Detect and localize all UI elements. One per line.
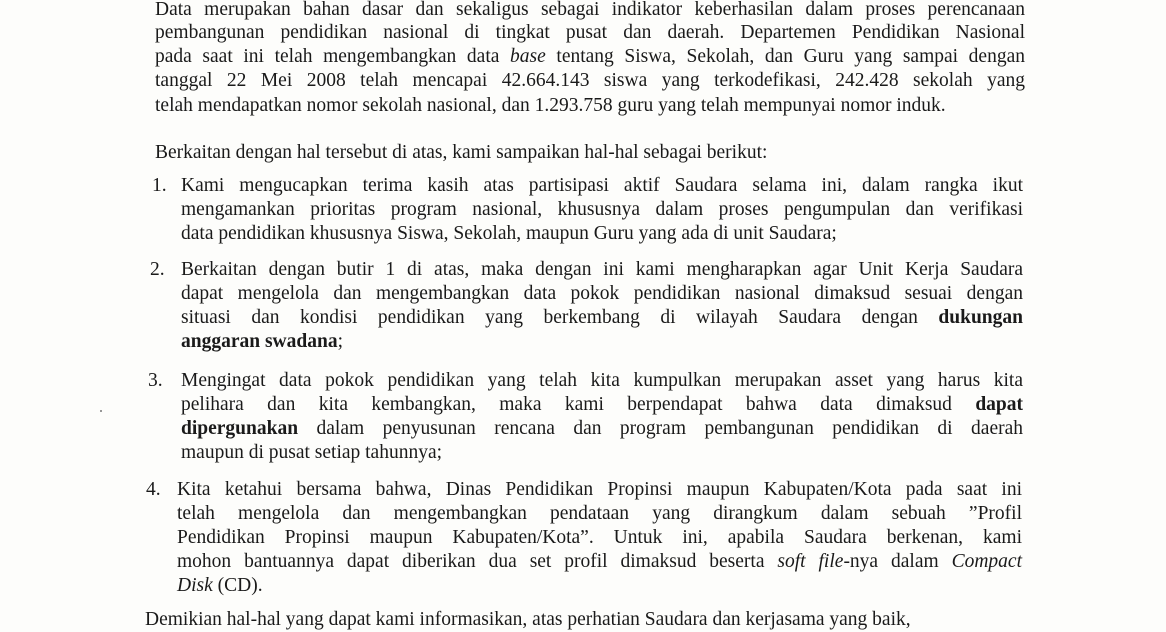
- text-run: (CD).: [212, 575, 263, 596]
- text-run: Kita ketahui bersama bahwa, Dinas Pendidikan Propinsi maupun Kabupaten/Kota pada saat ini: [177, 479, 1022, 500]
- text-run: telah mendapatkan nomor sekolah nasional, dan 1.293.758 guru yang telah mempunyai nomor induk.: [155, 95, 946, 116]
- text-run: pada saat ini telah mengembangkan data: [155, 46, 511, 67]
- text-run: Pendidikan Propinsi maupun Kabupaten/Kota”. Untuk ini, apabila Saudara berkenan, kami: [177, 527, 1022, 548]
- text-run: -nya dalam: [843, 551, 952, 572]
- text-run: tanggal 22 Mei 2008 telah mencapai 42.664.143 siswa yang terkodefikasi, 242.428 sekolah yang: [155, 70, 1025, 91]
- text-line: [155, 141, 767, 165]
- text-line: [177, 526, 1022, 550]
- text-line: [145, 608, 911, 632]
- text-run: maupun di pusat setiap tahunnya;: [181, 442, 443, 463]
- text-line: [177, 478, 1022, 502]
- list-number: 1.: [152, 175, 167, 196]
- text-run: Mengingat data pokok pendidikan yang telah kita kumpulkan merupakan asset yang harus kita: [181, 370, 1023, 391]
- bold-text: anggaran swadana: [181, 331, 338, 352]
- text-line: [155, 0, 1025, 22]
- text-run: Kami mengucapkan terima kasih atas partisipasi aktif Saudara selama ini, dalam rangka ikut: [181, 175, 1023, 196]
- text-run: Berkaitan dengan butir 1 di atas, maka dengan ini kami mengharapkan agar Unit Kerja Saudara: [181, 259, 1023, 280]
- text-line: [181, 330, 343, 354]
- text-line: [181, 222, 837, 246]
- text-line: [181, 174, 1023, 198]
- text-line: [155, 45, 1025, 69]
- list-number: 3.: [148, 370, 163, 391]
- text-run: dapat mengelola dan mengembangkan data pokok pendidikan nasional dimaksud sesuai dengan: [181, 283, 1023, 304]
- text-run: Data merupakan bahan dasar dan sekaligus sebagai indikator keberhasilan dalam proses perencanaan: [155, 0, 1025, 20]
- scan-speck: [100, 410, 102, 412]
- text-line: [181, 258, 1023, 282]
- text-run: ;: [337, 331, 344, 352]
- text-line: [181, 417, 1023, 441]
- text-line: [155, 94, 946, 118]
- text-line: [181, 393, 1023, 417]
- text-run: tentang Siswa, Sekolah, dan Guru yang sampai dengan: [545, 46, 1025, 67]
- text-run: data pendidikan khususnya Siswa, Sekolah, maupun Guru yang ada di unit Saudara;: [181, 223, 837, 244]
- text-run: mengamankan prioritas program nasional, khususnya dalam proses pengumpulan dan verifikasi: [181, 199, 1023, 220]
- text-line: [155, 69, 1025, 93]
- text-line: [181, 306, 1023, 330]
- text-line: [155, 21, 1025, 45]
- text-run: telah mengelola dan mengembangkan pendataan yang dirangkum dalam sebuah ”Profil: [177, 503, 1022, 524]
- italic-text: base: [510, 46, 546, 67]
- text-line: [177, 502, 1022, 526]
- text-run: pembangunan pendidikan nasional di tingkat pusat dan daerah. Departemen Pendidikan Nasional: [155, 22, 1025, 43]
- italic-text: Disk: [177, 575, 213, 596]
- text-line: [177, 550, 1022, 574]
- text-run: mohon bantuannya dapat diberikan dua set profil dimaksud beserta: [177, 551, 778, 572]
- list-number: 4.: [146, 479, 161, 500]
- text-line: [181, 441, 442, 465]
- italic-text: soft file: [777, 551, 844, 572]
- text-run: Berkaitan dengan hal tersebut di atas, kami sampaikan hal-hal sebagai berikut:: [155, 142, 768, 163]
- list-number: 2.: [150, 259, 165, 280]
- text-line: [181, 198, 1023, 222]
- text-line: [177, 574, 263, 598]
- bold-text: dipergunakan: [181, 418, 299, 439]
- text-run: dalam penyusunan rencana dan program pembangunan pendidikan di daerah: [298, 418, 1023, 439]
- text-line: [181, 282, 1023, 306]
- bold-text: dapat: [975, 394, 1023, 415]
- text-run: Demikian hal-hal yang dapat kami informasikan, atas perhatian Saudara dan kerjasama yang baik,: [145, 609, 911, 630]
- bold-text: dukungan: [938, 307, 1023, 328]
- text-run: situasi dan kondisi pendidikan yang berkembang di wilayah Saudara dengan: [181, 307, 939, 328]
- text-run: pelihara dan kita kembangkan, maka kami berpendapat bahwa data dimaksud: [181, 394, 976, 415]
- italic-text: Compact: [951, 551, 1022, 572]
- text-line: [181, 369, 1023, 393]
